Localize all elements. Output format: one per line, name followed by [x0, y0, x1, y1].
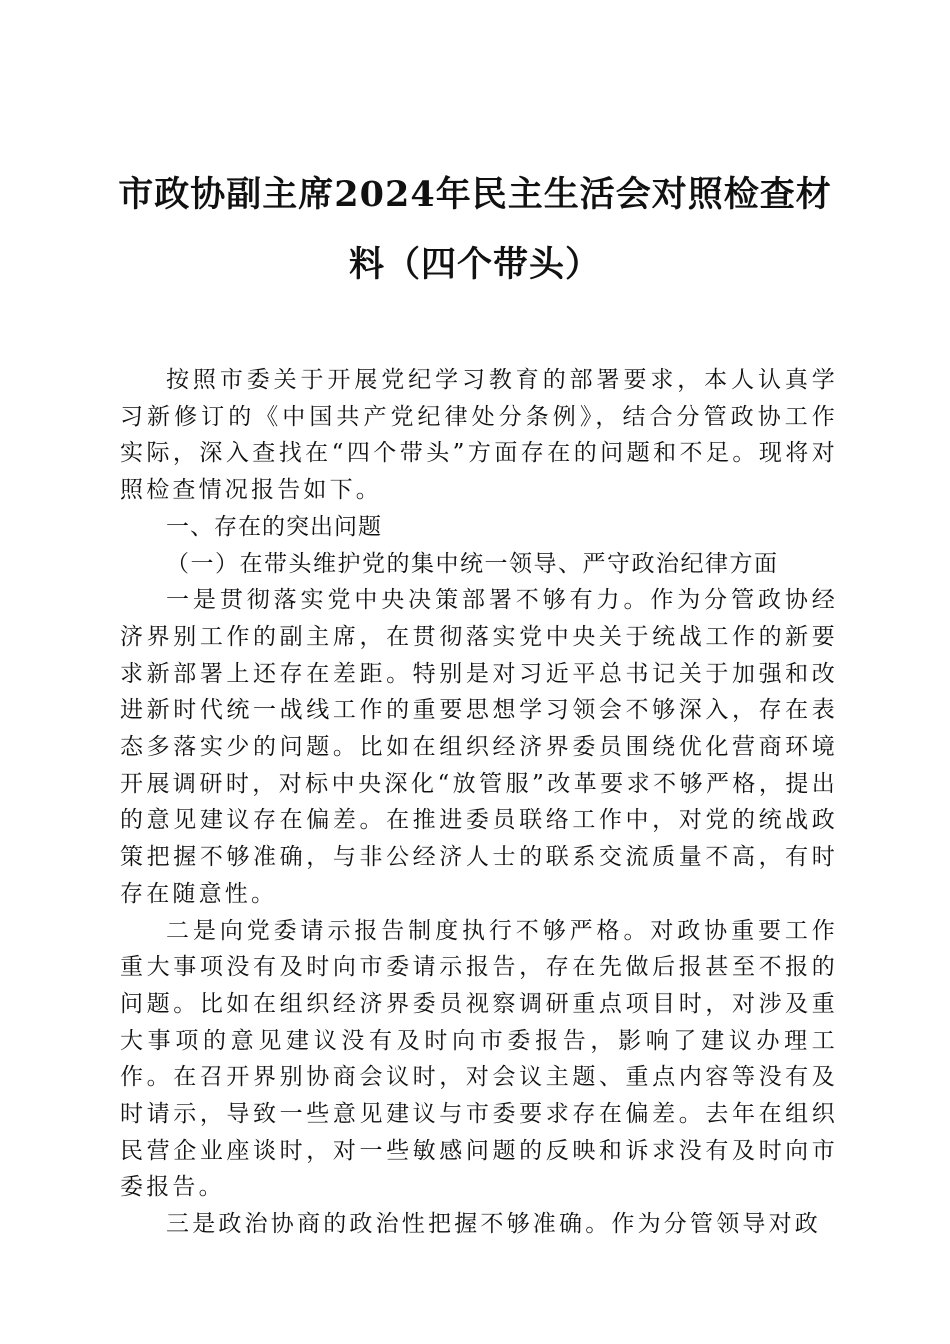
intro-paragraph: 按照市委关于开展党纪学习教育的部署要求，本人认真学习新修订的《中国共产党纪律处分条例》，结合分管政协工作实际，深入查找在“四个带头”方面存在的问题和不足。现将对照检查情况报告如下。 [120, 367, 838, 504]
body-paragraph-3: 三是政治协商的政治性把握不够准确。作为分管领导对政 [166, 1211, 821, 1238]
body-paragraph-1: 一是贯彻落实党中央决策部署不够有力。作为分管政协经济界别工作的副主席，在贯彻落实党中央关于统战工作的新要求新部署上还存在差距。特别是对习近平总书记关于加强和改进新时代统一战线工作的重要思想学习领会不够深入，存在表态多落实少的问题。比如在组织经济界委员围绕优化营商环境开展调研时，对标中央深化“放管服”改革要求不够严格，提出的意见建议存在偏差。在推进委员联络工作中，对党的统战政策把握不够准确，与非公经济人士的联系交流质量不高，有时存在随意性。 [120, 587, 838, 907]
title-line-2: 料（四个带头） [348, 244, 601, 285]
title-line-1: 市政协副主席2024年民主生活会对照检查材 [118, 174, 832, 215]
document-title [110, 160, 840, 300]
section-heading: 一、存在的突出问题 [166, 513, 382, 540]
document-body [120, 362, 838, 1243]
subsection-heading: （一）在带头维护党的集中统一领导、严守政治纪律方面 [166, 550, 779, 577]
body-paragraph-2: 二是向党委请示报告制度执行不够严格。对政协重要工作重大事项没有及时向市委请示报告，存在先做后报甚至不报的问题。比如在组织经济界委员视察调研重点项目时，对涉及重大事项的意见建议没有及时向市委报告，影响了建议办理工作。在召开界别协商会议时，对会议主题、重点内容等没有及时请示，导致一些意见建议与市委要求存在偏差。去年在组织民营企业座谈时，对一些敏感问题的反映和诉求没有及时向市委报告。 [120, 917, 838, 1201]
